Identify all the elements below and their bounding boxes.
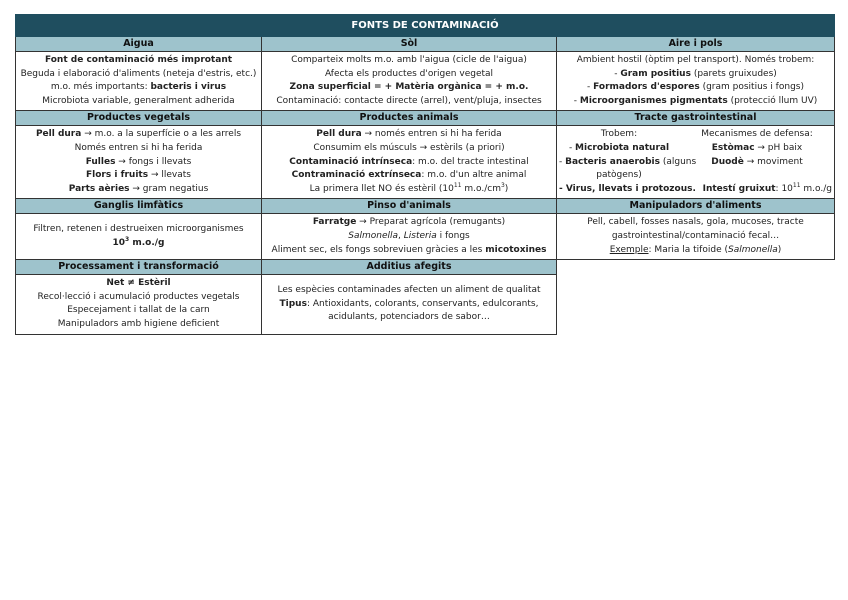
ganglis-line-2-sup: 3 [125, 235, 130, 243]
empty-cell [557, 260, 835, 275]
vegetals-line-1b: → m.o. a la superfície o a les arrels [81, 129, 242, 140]
tracte-right-5c: m.o./g [800, 183, 832, 194]
manipuladors-line-2a: Exemple [609, 244, 649, 255]
vegetals-line-4a: Flors i fruits [86, 170, 149, 181]
tracte-left-4: patògens) [596, 170, 642, 181]
vegetals-line-5a: Parts aèries [68, 183, 130, 194]
manipuladors-line-2c: Salmonella [727, 244, 778, 255]
processament-line-3: Especejament i tallat de la carn [67, 305, 210, 316]
animals-line-5b: m.o./cm [461, 183, 501, 194]
tracte-right-3a: Duodè [711, 156, 744, 167]
sol-line-3: Zona superficial = + Matèria orgànica = + m.o. [289, 82, 529, 93]
additius-line-1: Les espècies contaminades afecten un aliment de qualitat [277, 284, 541, 295]
cell-aire [557, 52, 835, 111]
header-processament: Processament i transformació [16, 260, 262, 275]
aire-line-4b: Microorganismes pigmentats [579, 95, 728, 106]
pinso-line-1a: Farratge [312, 217, 357, 228]
aire-line-4a: - [573, 95, 580, 106]
processament-line-1: Net ≠ Estèril [106, 278, 171, 289]
sol-line-2: Afecta els productes d'origen vegetal [324, 68, 494, 79]
sol-line-1: Comparteix molts m.o. amb l'aigua (cicle de l'aigua) [291, 55, 527, 65]
cell-sol [262, 52, 557, 111]
animals-line-1b: → només entren si hi ha ferida [361, 129, 502, 140]
animals-line-5-sup: 11 [453, 181, 462, 189]
processament-line-4: Manipuladors amb higiene deficient [57, 318, 220, 329]
aire-line-3b: Formadors d'espores [593, 82, 700, 93]
vegetals-line-3b: → fongs i llevats [115, 156, 192, 167]
vegetals-line-4b: → llevats [148, 170, 191, 181]
aigua-line-1: Font de contaminació més improtant [44, 55, 233, 65]
tracte-right-5b: : 10 [775, 183, 793, 194]
manipuladors-line-1: Pell, cabell, fosses nasals, gola, mucoses, tracte gastrointestinal/contaminació fecal… [587, 217, 804, 241]
vegetals-line-5b: → gram negatius [129, 183, 209, 194]
tracte-left-3c: (alguns [659, 156, 697, 167]
manipuladors-line-2d: ) [777, 244, 782, 255]
table-title: FONTS DE CONTAMINACIÓ [16, 15, 835, 37]
vegetals-line-2: Només entren si hi ha ferida [74, 142, 203, 153]
tracte-left-3b: Bacteris anaerobis [565, 156, 660, 167]
contamination-table [15, 14, 835, 335]
animals-line-2: Consumim els músculs → estèrils (a priori) [313, 142, 505, 153]
pinso-line-2d: i fongs [436, 230, 470, 241]
pinso-line-2b: , [398, 230, 404, 241]
aire-line-2a: - [614, 68, 621, 79]
ganglis-line-1: Filtren, retenen i destrueixen microorganismes [33, 224, 244, 235]
animals-line-5-sup2: 3 [500, 181, 505, 189]
aire-line-3c: (gram positius i fongs) [699, 82, 804, 93]
header-manipuladors: Manipuladors d'aliments [557, 199, 835, 214]
cell-additius [262, 275, 557, 334]
header-aire: Aire i pols [557, 37, 835, 52]
header-sol: Sòl [262, 37, 557, 52]
vegetals-line-1a: Pell dura [35, 129, 82, 140]
aigua-line-3b: bacteris i virus [150, 82, 227, 93]
animals-line-5a: La primera llet NO és estèril (10 [309, 183, 454, 194]
additius-line-2b: : Antioxidants, colorants, conservants, edulcorants, acidulants, potenciadors de sabor… [306, 298, 539, 323]
header-vegetals: Productes vegetals [16, 111, 262, 126]
cell-animals [262, 126, 557, 199]
processament-line-2: Recol·lecció i acumulació productes vegetals [37, 291, 240, 302]
header-pinso: Pinso d'animals [262, 199, 557, 214]
aire-line-2b: Gram positius [620, 68, 691, 79]
contamination-sources-sheet [15, 14, 834, 335]
pinso-line-3b: micotoxines [485, 244, 547, 255]
tracte-right-3b: → moviment [743, 156, 803, 167]
manipuladors-line-2b: : Maria la tifoide ( [648, 244, 728, 255]
tracte-right-1: Mecanismes de defensa: [701, 129, 813, 140]
tracte-left-2b: Microbiota natural [575, 142, 670, 153]
tracte-left-2a: - [568, 142, 576, 153]
aigua-line-3a: m.o. més importants: [50, 82, 151, 93]
aire-line-4c: (protecció llum UV) [727, 95, 818, 106]
animals-line-3a: Contaminació intrínseca [289, 156, 413, 167]
additius-line-2a: Tipus [279, 298, 307, 309]
tracte-right-2a: Estòmac [711, 142, 755, 153]
aire-line-3a: - [587, 82, 594, 93]
header-aigua: Aigua [16, 37, 262, 52]
tracte-right-5a: Intestí gruixut [702, 183, 776, 194]
cell-processament [16, 275, 262, 334]
cell-tracte [557, 126, 835, 199]
animals-line-3b: : m.o. del tracte intestinal [412, 156, 529, 167]
header-ganglis: Ganglis limfàtics [16, 199, 262, 214]
pinso-line-2a: Salmonella [348, 230, 398, 241]
tracte-left-5: - Virus, llevats i protozous. [559, 183, 696, 194]
cell-vegetals [16, 126, 262, 199]
cell-pinso [262, 214, 557, 260]
tracte-right-2b: → pH baix [754, 142, 803, 153]
cell-aigua [16, 52, 262, 111]
sol-line-4: Contaminació: contacte directe (arrel), vent/pluja, insectes [276, 95, 542, 106]
pinso-line-2c: Listeria [403, 230, 437, 241]
aigua-line-2: Beguda i elaboració d'aliments (neteja d'estris, etc.) [20, 68, 257, 79]
animals-line-4a: Contraminació extrínseca [291, 170, 422, 181]
aigua-line-4: Microbiota variable, generalment adherida [42, 95, 235, 106]
pinso-line-3a: Aliment sec, els fongs sobreviuen gràcies a les [271, 244, 486, 255]
animals-line-1a: Pell dura [316, 129, 362, 140]
animals-line-5c: ) [504, 183, 509, 194]
cell-manipuladors [557, 214, 835, 260]
vegetals-line-3a: Fulles [85, 156, 116, 167]
ganglis-line-2b: m.o./g [129, 237, 165, 248]
header-tracte: Tracte gastrointestinal [557, 111, 835, 126]
empty-cell-2 [557, 275, 835, 334]
aire-line-2c: (parets gruixudes) [690, 68, 777, 79]
tracte-left-1: Trobem: [600, 129, 638, 140]
header-additius: Additius afegits [262, 260, 557, 275]
tracte-right-5-sup: 11 [792, 181, 801, 189]
animals-line-4b: : m.o. d'un altre animal [421, 170, 527, 181]
ganglis-line-2a: 10 [112, 237, 126, 248]
pinso-line-1b: → Preparat agrícola (remugants) [356, 217, 506, 228]
cell-ganglis [16, 214, 262, 260]
tracte-left-3a: - [559, 156, 566, 167]
header-animals: Productes animals [262, 111, 557, 126]
aire-line-1: Ambient hostil (òptim pel transport). Només trobem: [576, 55, 815, 65]
